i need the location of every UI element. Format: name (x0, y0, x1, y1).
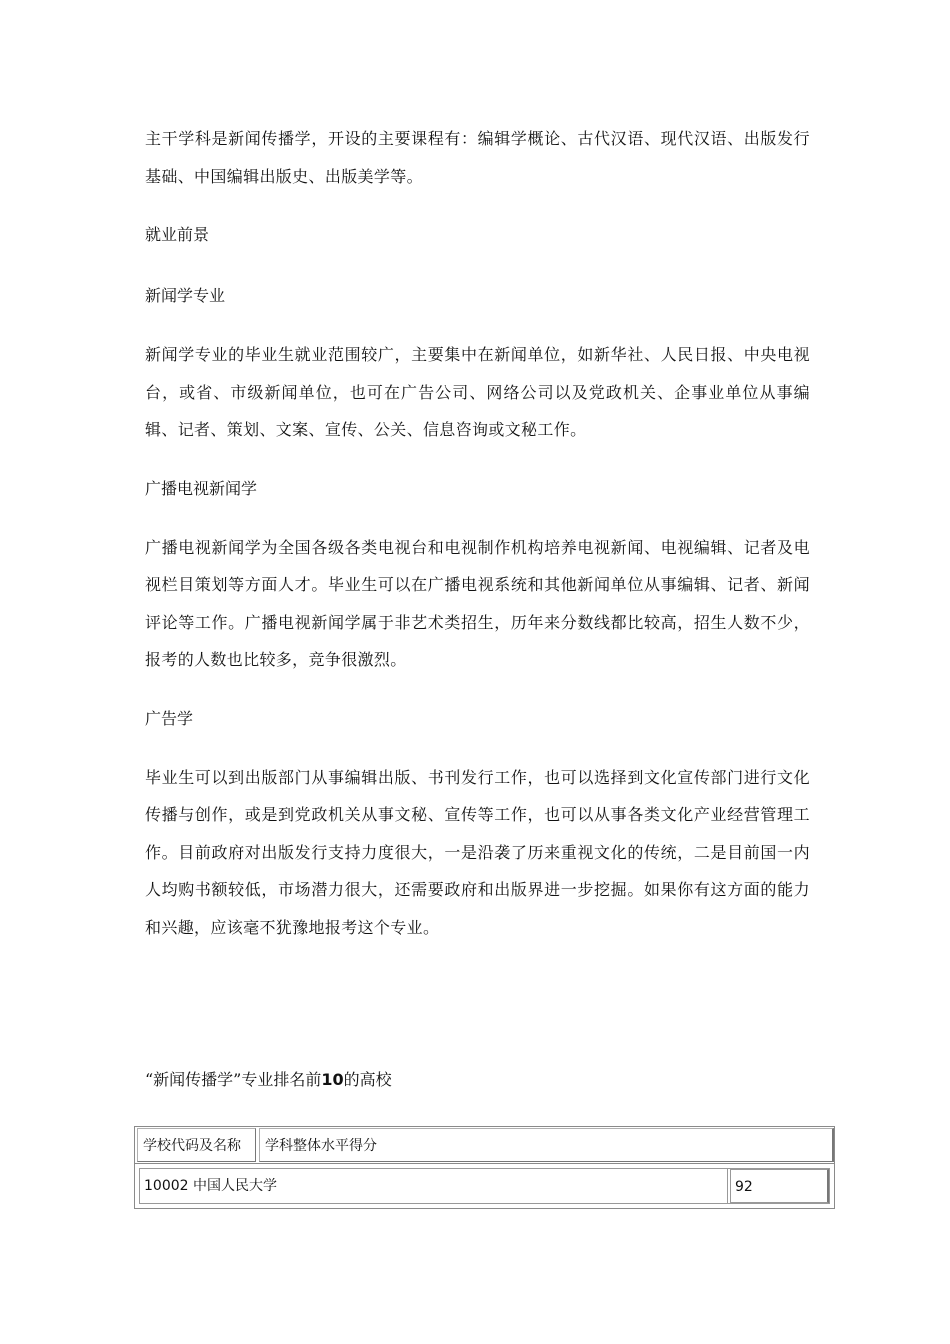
caption-number: 10 (321, 1070, 344, 1089)
paragraph-broadcast: 广播电视新闻学为全国各级各类电视台和电视制作机构培养电视新闻、电视编辑、记者及电视栏目策划等方面人才。毕业生可以在广播电视系统和其他新闻单位从事编辑、记者、新闻评论等工作。广播电视新闻学属于非艺术类招生，历年来分数线都比较高，招生人数不少，报考的人数也比较多，竞争很激烈。 (145, 537, 810, 669)
caption-prefix: “新闻传播学”专业排名前 (145, 1070, 322, 1089)
heading-journalism: 新闻学专业 (145, 286, 226, 305)
paragraph-courses: 主干学科是新闻传播学，开设的主要课程有：编辑学概论、古代汉语、现代汉语、出版发行基础、中国编辑出版史、出版美学等。 (145, 129, 810, 186)
header-score: 学科整体水平得分 (259, 1128, 834, 1162)
school-code: 10002 (144, 1178, 189, 1194)
paragraph-journalism: 新闻学专业的毕业生就业范围较广，主要集中在新闻单位，如新华社、人民日报、中央电视台，或省、市级新闻单位，也可在广告公司、网络公司以及党政机关、企事业单位从事编辑、记者、策划、文案、宣传、公关、信息咨询或文秘工作。 (145, 345, 810, 439)
paragraph-advertising: 毕业生可以到出版部门从事编辑出版、书刊发行工作，也可以选择到文化宣传部门进行文化传播与创作，或是到党政机关从事文秘、宣传等工作，也可以从事各类文化产业经营管理工作。目前政府对出版发行支持力度很大，一是沿袭了历来重视文化的传统，二是目前国一内人均购书额较低，市场潜力很大，还需要政府和出版界进一步挖掘。如果你有这方面的能力和兴趣，应该毫不犹豫地报考这个专业。 (145, 767, 810, 937)
heading-broadcast: 广播电视新闻学 (145, 478, 258, 498)
ranking-caption (145, 1068, 392, 1092)
table-header-row (135, 1127, 834, 1164)
ranking-table (134, 1126, 835, 1209)
heading-advertising: 广告学 (145, 708, 194, 728)
score-cell: 92 (730, 1169, 829, 1203)
heading-employment: 就业前景 (145, 225, 210, 244)
table-row-inner (139, 1168, 830, 1204)
school-cell (140, 1169, 728, 1203)
document-body (145, 120, 810, 974)
caption-suffix: 的高校 (343, 1070, 392, 1089)
table-row (135, 1164, 834, 1208)
school-name: 中国人民大学 (193, 1178, 277, 1194)
header-school: 学校代码及名称 (137, 1128, 256, 1162)
